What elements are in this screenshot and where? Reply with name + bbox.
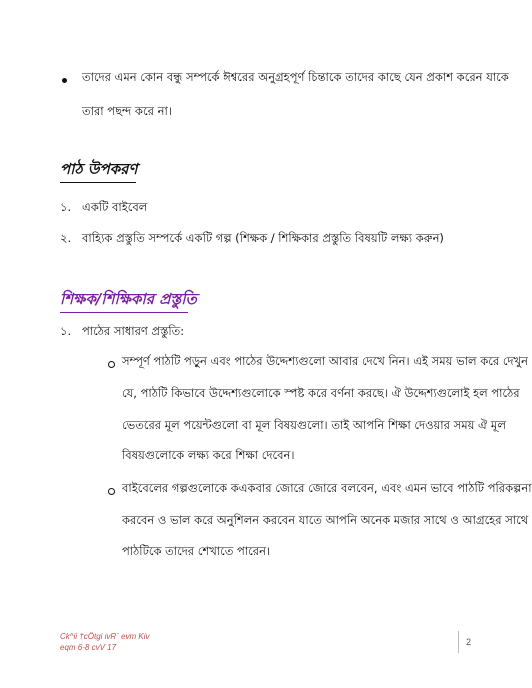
intro-line-1: তাদের এমন কোন বন্ধু সম্পর্কে ঈশ্বরের অনুগ্রহপূর্ণ চিন্তাকে তাদের কাছে যেন প্রকাশ করেন যাকে — [82, 70, 509, 84]
sub-bullet-circle — [108, 361, 115, 368]
bullet-dot — [62, 78, 67, 83]
sub1-line-2: যে, পাঠটি কিভাবে উদ্দেশ্যগুলোকে স্পষ্ট করে বর্ণনা করছে। ঐ উদ্দেশ্যগুলোই হল পাঠের — [122, 386, 520, 400]
materials-item-2-text: বাহ্যিক প্রস্তুতি সম্পর্কে একটি গল্প (শিক্ষক / শিক্ষিকার প্রস্তুতি বিষয়টি লক্ষ্য করুন) — [82, 231, 444, 245]
materials-item-2-number: ২. — [60, 231, 72, 245]
sub2-line-1: বাইবেলের গল্পগুলোকে কএকবার জোরে জোরে বলবেন, এবং এমন ভাবে পাঠটি পরিকল্পনা — [122, 481, 532, 495]
page-number: 2 — [466, 637, 472, 647]
materials-item-1-number: ১. — [60, 200, 72, 214]
sub1-line-3: ভেতরের মূল পয়েন্টগুলো বা মূল বিষয়গুলো। তাই আপনি শিক্ষা দেওয়ার সময় ঐ মূল — [122, 418, 506, 432]
sub1-line-4: বিষয়গুলোকে লক্ষ্য করে শিক্ষা দেবেন। — [122, 448, 295, 462]
sub1-line-1: সম্পূর্ণ পাঠটি পড়ুন এবং পাঠের উদ্দেশ্যগুলো আবার দেখে নিন। এই সময় ভাল করে দেখুন — [122, 354, 528, 368]
sub2-line-2: করবেন ও ভাল করে অনুশিলন করবেন যাতে আপনি অনেক মজার সাথে ও আগ্রহের সাথে — [122, 513, 529, 527]
prep-item-1-text: পাঠের সাধারণ প্রস্তুতি: — [82, 324, 185, 338]
materials-heading-underline — [60, 182, 136, 183]
teacher-prep-heading-underline — [60, 312, 188, 313]
teacher-prep-heading: শিক্ষক/শিক্ষিকার প্রস্তুতি — [60, 290, 197, 308]
materials-item-1-text: একটি বাইবেল — [82, 200, 148, 214]
footer-divider — [458, 631, 459, 653]
materials-heading: পাঠ উপকরণ — [60, 160, 138, 178]
sub2-line-3: পাঠটিকে তাদের শেখাতে পারেন। — [122, 544, 271, 558]
sub-bullet-circle — [108, 488, 115, 495]
footer-line-1: Ck^ii †cÖtgi ivR¨ evm Kiv — [60, 632, 150, 641]
intro-line-2: তারা পছন্দ করে না। — [82, 104, 172, 118]
footer-line-2: eqm 6-8 cvV 17 — [60, 643, 117, 652]
prep-item-1-number: ১. — [60, 324, 72, 338]
